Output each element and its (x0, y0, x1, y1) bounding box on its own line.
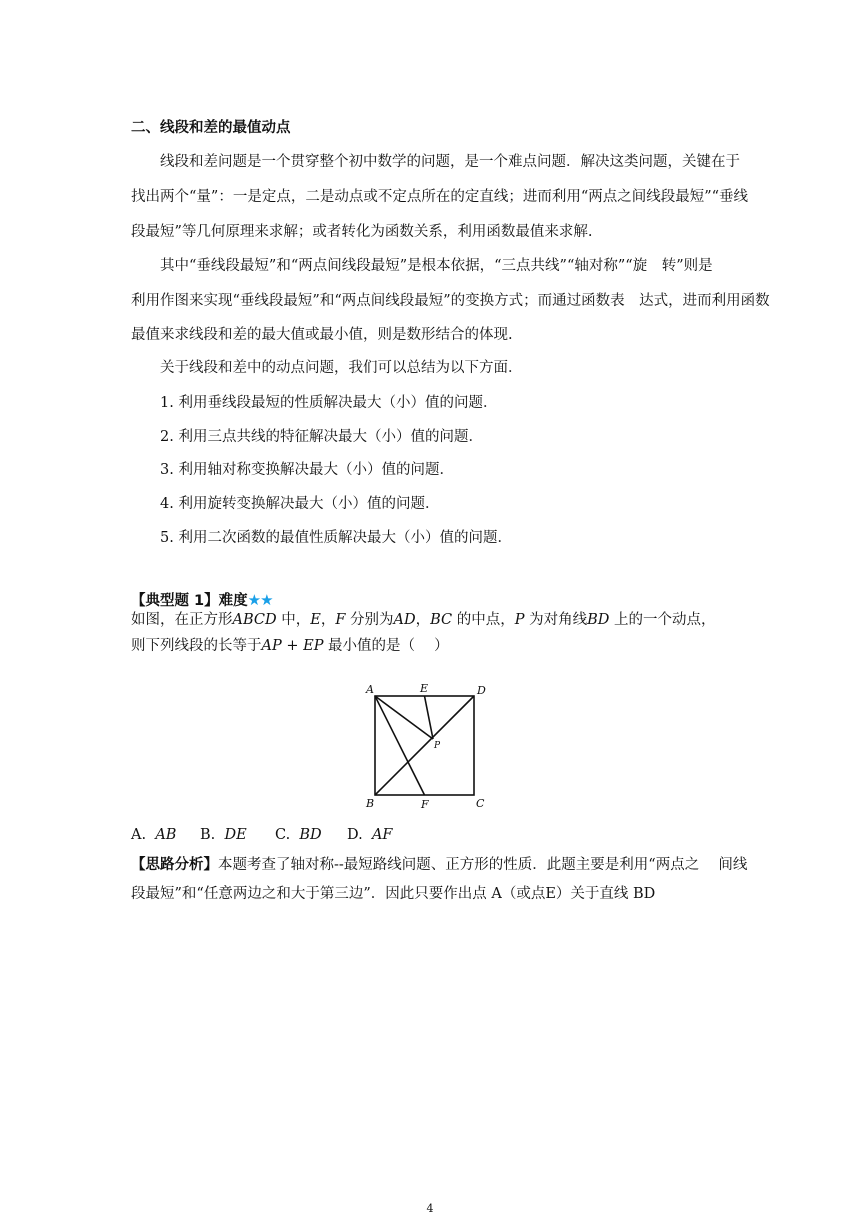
option-value: DE (224, 827, 247, 843)
math-var: AP (261, 638, 282, 654)
math-var: E (310, 612, 321, 628)
problem-text: ， (320, 612, 336, 628)
math-var: ABCD (232, 612, 277, 628)
problem-line-1 (131, 610, 716, 630)
list-item-2: 2. 利用三点共线的特征解决最大（小）值的问题． (160, 429, 483, 445)
list-item-3: 3. 利用轴对称变换解决最大（小）值的问题． (160, 462, 454, 478)
list-item-1: 1. 利用垂线段最短的性质解决最大（小）值的问题． (160, 395, 498, 411)
analysis-label: 【思路分析】 (131, 857, 218, 873)
label-d: D (477, 684, 486, 697)
paragraph-1-line-3: 段最短”等几何原理来求解；或者转化为函数关系，利用函数最值来求解. (131, 224, 593, 240)
problem-text: 分别为 (345, 612, 394, 628)
option-b (200, 825, 247, 845)
problem-label: 【典型题 1】难度 (131, 593, 248, 609)
problem-text: ， (415, 612, 431, 628)
option-letter: D. (347, 827, 363, 843)
label-b: B (366, 797, 375, 810)
problem-text: 上的一个动点， (609, 612, 716, 628)
label-f: F (421, 798, 429, 811)
math-var: BD (587, 612, 610, 628)
label-p: P (434, 741, 441, 751)
label-c: C (476, 797, 485, 810)
paragraph-2-line-2: 利用作图来实现“垂线段最短”和“两点间线段最短”的变换方式；而通过函数表 达式，进而利用函数 (131, 293, 770, 309)
segment-ap (375, 696, 433, 739)
page-number (0, 1202, 860, 1215)
option-value: AF (371, 827, 393, 843)
problem-text: 如图，在正方形 (131, 612, 233, 628)
option-value: AB (155, 827, 177, 843)
segment-af (375, 696, 425, 795)
list-item-5: 5. 利用二次函数的最值性质解决最大（小）值的问题． (160, 530, 512, 546)
paragraph-2-line-3: 最值来求线段和差的最大值或最小值，则是数形结合的体现. (131, 327, 513, 343)
segment-ep (425, 696, 434, 739)
paragraph-1-line-2: 找出两个“量”：一是定点，二是动点或不定点所在的定直线；进而利用“两点之间线段最短”“垂线 (131, 189, 749, 205)
square-figure (360, 680, 500, 812)
option-letter: A. (131, 827, 147, 843)
list-item-4: 4. 利用旋转变换解决最大（小）值的问题． (160, 496, 440, 512)
difficulty-stars: ★★ (247, 591, 273, 609)
paragraph-3: 关于线段和差中的动点问题，我们可以总结为以下方面． (160, 360, 523, 376)
analysis-text: 本题考查了轴对称--最短路线问题、正方形的性质．此题主要是利用“两点之 间线 (218, 857, 748, 873)
paragraph-1-line-1: 线段和差问题是一个贯穿整个初中数学的问题，是一个难点问题．解决这类问题，关键在于 (160, 154, 740, 170)
problem-text: + (281, 638, 304, 654)
diagonal-bd (375, 696, 474, 795)
problem-header (131, 590, 273, 611)
label-a: A (366, 683, 374, 696)
math-var: EP (303, 638, 324, 654)
problem-text: 则下列线段的长等于 (131, 638, 262, 654)
problem-text: 为对角线 (524, 612, 588, 628)
math-var: BC (430, 612, 453, 628)
math-var: AD (393, 612, 416, 628)
option-letter: B. (200, 827, 216, 843)
option-c (275, 825, 322, 845)
option-a (131, 825, 176, 845)
analysis-line-2: 段最短”和“任意两边之和大于第三边”．因此只要作出点 A（或点E）关于直线 BD (131, 886, 656, 902)
problem-text: 的中点， (452, 612, 515, 628)
label-e: E (420, 682, 429, 695)
problem-text: 中， (276, 612, 311, 628)
math-var: P (514, 612, 525, 628)
problem-line-2 (131, 636, 449, 656)
paragraph-2-line-1: 其中“垂线段最短”和“两点间线段最短”是根本依据，“三点共线”“轴对称”“旋 转”则是 (160, 258, 713, 274)
option-value: BD (299, 827, 322, 843)
analysis-line-1 (131, 855, 747, 875)
problem-text: 最小值的是（ ） (323, 638, 449, 654)
option-letter: C. (275, 827, 291, 843)
math-var: F (335, 612, 346, 628)
option-d (347, 825, 392, 845)
page-number-text: 4 (426, 1202, 434, 1215)
section-heading: 二、线段和差的最值动点 (131, 120, 291, 136)
